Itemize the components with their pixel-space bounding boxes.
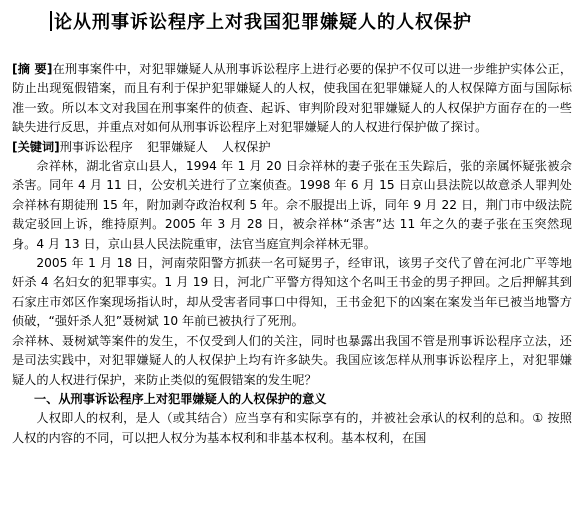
body-paragraph: 佘祥林、聂树斌等案件的发生，不仅受到人们的关注，同时也暴露出我国不管是刑事诉讼程序立法，还是司法实践中，对犯罪嫌疑人的人权保护上均有许多缺失。我国应该怎样从刑事诉讼程序上，对犯罪嫌疑人的人权进行保护，来防止类似的冤假错案的发生呢？ xyxy=(12,333,572,387)
title-text: 论从刑事诉讼程序上对我国犯罪嫌疑人的人权保护 xyxy=(54,12,472,33)
body-paragraph: 2005 年 1 月 18 日，河南荥阳警方抓获一名可疑男子，经审讯，该男子交代了曾在河北广平等地奸杀 4 名妇女的犯罪事实。1 月 19 日，河北广平警方得知这个名叫王书金的男子押回。之后押解其到石家庄市郊区作案现场指认时，却从受害者同事口中得知，王书金犯下的凶案在案发当年已被当地警方侦破，“强奸杀人犯”聂树斌 10 年前已被执行了死刑。 xyxy=(12,256,572,329)
body-paragraph: 佘祥林，湖北省京山县人，1994 年 1 月 20 日佘祥林的妻子张在玉失踪后，张的亲属怀疑张被佘杀害。同年 4 月 11 日，公安机关进行了立案侦查。1998 年 6 月 15 日京山县法院以故意杀人罪判处佘祥林有期徒刑 15 年，附加剥夺政治权利 5 年。佘不服提出上诉，同年 9 月 22 日，荆门市中级法院裁定驳回上诉，维持原判。2005 年 3 月 28 日，被佘祥林“杀害”达 11 年之久的妻子张在玉突然现身。4 月 13 日，京山县人民法院重审，法官当庭宣判佘祥林无罪。 xyxy=(12,159,572,251)
section-heading: 一、从刑事诉讼程序上对犯罪嫌疑人的人权保护的意义 xyxy=(33,391,327,406)
abstract-label: [摘 要] xyxy=(12,62,53,76)
text-cursor xyxy=(50,11,52,31)
keywords-paragraph xyxy=(12,138,572,157)
document-title xyxy=(50,8,570,34)
body-paragraph: 人权即人的权利，是人（或其结合）应当享有和实际享有的，并被社会承认的权利的总和。① 按照人权的内容的不同，可以把人权分为基本权利和非基本权利。基本权利，在国 xyxy=(12,411,572,445)
keyword: 刑事诉讼程序 xyxy=(59,139,133,154)
keyword: 犯罪嫌疑人 xyxy=(146,139,208,154)
keyword: 人权保护 xyxy=(221,139,271,154)
document-body xyxy=(12,60,572,448)
abstract-paragraph xyxy=(12,60,572,138)
keywords-label: [关键词] xyxy=(12,139,60,154)
abstract-text: 在刑事案件中，对犯罪嫌疑人从刑事诉讼程序上进行必要的保护不仅可以进一步维护实体公正，防止出现冤假错案，而且有利于保护犯罪嫌疑人的人权，使我国在犯罪嫌疑人的人权保障方面与国际标准一致。所以本文对我国在刑事案件的侦查、起诉、审判阶段对犯罪嫌疑人的人权保护方面存在的一些缺失进行反思，并重点对如何从刑事诉讼程序上对犯罪嫌疑人的人权进行保护做了探讨。 xyxy=(12,62,573,135)
